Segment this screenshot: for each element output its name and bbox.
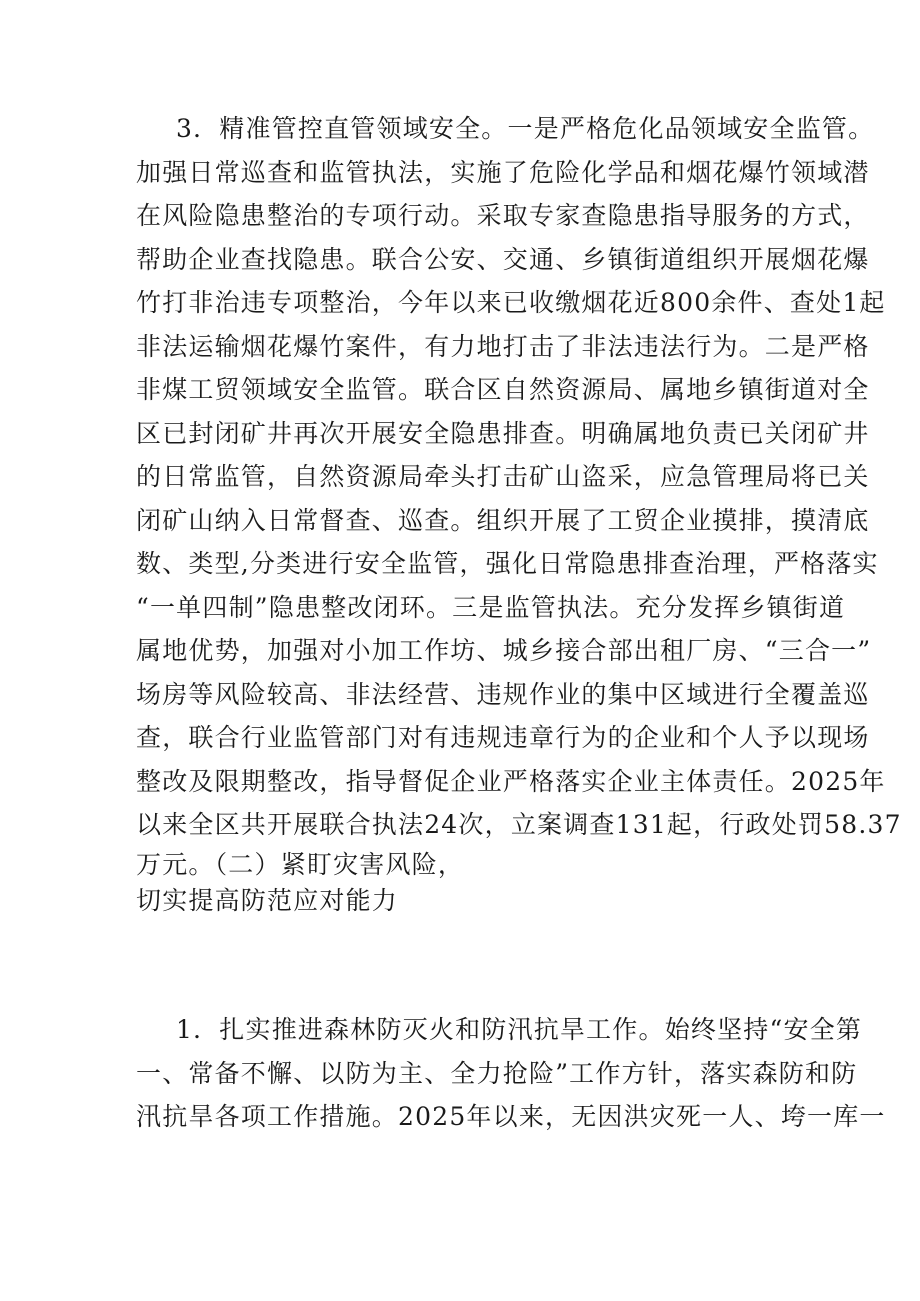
text-line: 加强日常巡查和监管执法，实施了危险化学品和烟花爆竹领域潜 — [136, 157, 870, 187]
text-line: 万元。（二）紧盯灾害风险， — [136, 849, 465, 879]
text-line: 3．精准管控直管领域安全。一是严格危化品领域安全监管。 — [176, 114, 875, 143]
text-line: 帮助企业查找隐患。联合公安、交通、乡镇街道组织开展烟花爆 — [136, 244, 870, 274]
text-line: “一单四制”隐患整改闭环。三是监管执法。充分发挥乡镇街道 — [136, 592, 846, 622]
text-line: 数、类型,分类进行安全监管，强化日常隐患排查治理，严格落实 — [136, 549, 879, 578]
text-line: 的日常监管，自然资源局牵头打击矿山盗采，应急管理局将已关 — [136, 462, 870, 491]
text-line: 1．扎实推进森林防灭火和防汛抗旱工作。始终坚持“安全第 — [176, 1015, 863, 1044]
text-line: 竹打非治违专项整治，今年以来已收缴烟花近800余件、查处1起 — [136, 288, 886, 317]
text-line: 场房等风险较高、非法经营、违规作业的集中区域进行全覆盖巡 — [136, 679, 870, 709]
text-line: 一、常备不懈、以防为主、全力抢险”工作方针，落实森防和防 — [136, 1058, 858, 1088]
paragraph-direct-supervision — [136, 107, 902, 919]
text-line: 闭矿山纳入日常督查、巡查。组织开展了工贸企业摸排，摸清底 — [136, 505, 870, 535]
text-line: 区已封闭矿井再次开展安全隐患排查。明确属地负责已关闭矿井 — [136, 418, 870, 448]
text-line: 在风险隐患整治的专项行动。采取专家查隐患指导服务的方式， — [136, 201, 870, 230]
paragraph-forest-fire-flood — [136, 1008, 886, 1139]
text-line: 查，联合行业监管部门对有违规违章行为的企业和个人予以现场 — [136, 723, 870, 752]
text-line: 整改及限期整改，指导督促企业严格落实企业主体责任。2025年 — [136, 766, 886, 796]
text-line: 非煤工贸领域安全监管。联合区自然资源局、属地乡镇街道对全 — [136, 375, 870, 404]
text-line: 以来全区共开展联合执法24次，立案调查131起，行政处罚58.37 — [136, 810, 902, 839]
text-line: 汛抗旱各项工作措施。2025年以来，无因洪灾死一人、垮一库一 — [136, 1102, 886, 1131]
text-line: 非法运输烟花爆竹案件，有力地打击了非法违法行为。二是严格 — [136, 331, 870, 361]
section-heading: 切实提高防范应对能力 — [136, 885, 399, 915]
text-line: 属地优势，加强对小加工作坊、城乡接合部出租厂房、“三合一” — [136, 636, 872, 665]
